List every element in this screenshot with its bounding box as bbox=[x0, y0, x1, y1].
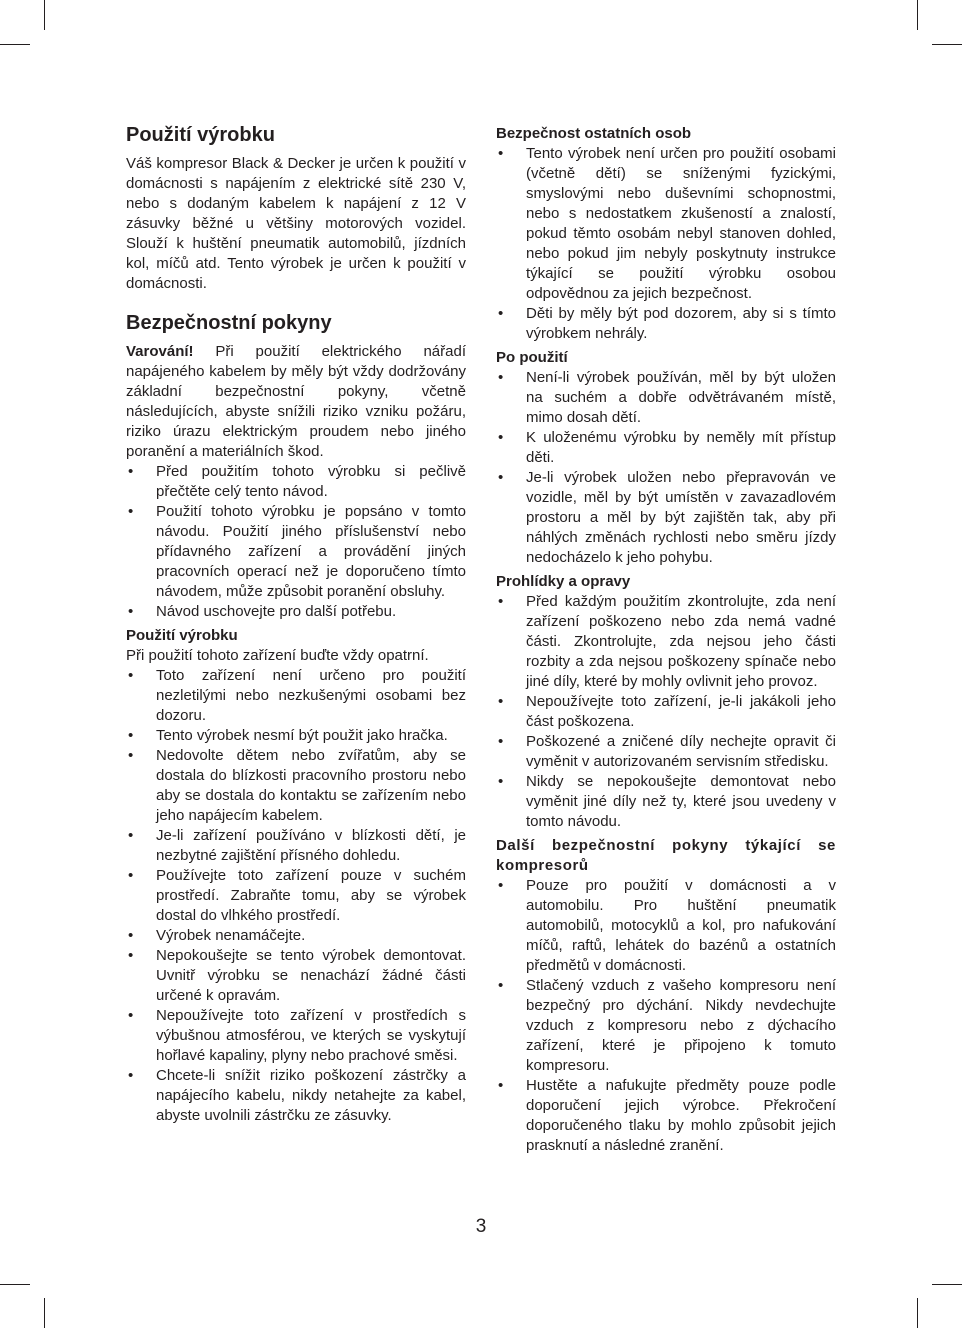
crop-mark bbox=[0, 44, 30, 45]
list-item: • Tento výrobek není určen pro použití osobami (včetně dětí) se sníženými fyzickými, smyslovými nebo duševními schopnostmi, nebo s nedostatkem zkušeností a znalostí, pokud těmto osobám nebyl stanoven dohled, nebo pokud jim nebyly poskytnuty instrukce týkající se použití výrobku osobou odpovědnou za jejich bezpečnost. bbox=[496, 144, 836, 304]
warning-paragraph bbox=[126, 342, 466, 462]
sub-intro: Při použití tohoto zařízení buďte vždy opatrní. bbox=[126, 647, 429, 664]
compressor-safety-list bbox=[496, 876, 836, 1156]
crop-mark bbox=[917, 1298, 918, 1328]
left-column bbox=[126, 122, 466, 1126]
list-item: • Nepoužívejte toto zařízení, je-li jakákoli jeho část poškozena. bbox=[496, 692, 836, 732]
warning-label: Varování! bbox=[126, 343, 194, 360]
list-item: • Hustěte a nafukujte předměty pouze podle doporučení jejich výrobce. Překročení doporučeného tlaku by mohlo způsobit jejich prasknutí a následné zranění. bbox=[496, 1076, 836, 1156]
list-item: • Pouze pro použití v domácnosti a v automobilu. Pro huštění pneumatik automobilů, motocyklů a kol, pro nafukování míčů, raftů, lehátek do bazénů a ostatních předmětů v domácnosti. bbox=[496, 876, 836, 976]
list-item: • Stlačený vzduch z vašeho kompresoru není bezpečný pro dýchání. Nikdy nevdechujte vzduch z kompresoru nebo z dýchacího zařízení, které je připojeno k tomuto kompresoru. bbox=[496, 976, 836, 1076]
list-item: • Nepokoušejte se tento výrobek demontovat. Uvnitř výrobku se nenachází žádné části určené k opravám. bbox=[126, 946, 466, 1006]
section-heading: Použití výrobku bbox=[126, 124, 275, 146]
list-item: • Nepoužívejte toto zařízení v prostředích s výbušnou atmosférou, ve kterých se vyskytují hořlavé kapaliny, plyny nebo prachové směsi. bbox=[126, 1006, 466, 1066]
subsection-heading: Bezpečnost ostatních osob bbox=[496, 125, 692, 142]
list-item: • Nedovolte dětem nebo zvířatům, aby se dostala do blízkosti pracovního prostoru nebo aby se dostala do kontaktu se zařízením nebo jeho napájecím kabelem. bbox=[126, 746, 466, 826]
list-item: • Nikdy se nepokoušejte demontovat nebo vyměnit jiné díly než ty, které jsou uvedeny v tomto návodu. bbox=[496, 772, 836, 832]
subsection-heading: Po použití bbox=[496, 349, 568, 366]
list-item: • Je-li zařízení používáno v blízkosti dětí, je nezbytné zajištění přísného dohledu. bbox=[126, 826, 466, 866]
subsection-heading: Prohlídky a opravy bbox=[496, 573, 631, 590]
list-item: • Poškozené a zničené díly nechejte opravit či vyměnit v autorizovaném servisním středisku. bbox=[496, 732, 836, 772]
list-item: • K uloženému výrobku by neměly mít přístup děti. bbox=[496, 428, 836, 468]
crop-mark bbox=[917, 0, 918, 30]
list-item: • Návod uschovejte pro další potřebu. bbox=[126, 602, 466, 622]
subsection-heading: Použití výrobku bbox=[126, 627, 238, 644]
crop-mark bbox=[932, 1284, 962, 1285]
intro-paragraph: Váš kompresor Black & Decker je určen k použití v domácnosti s napájením z elektrické sítě 230 V, nebo s dodaným kabelem k napájení z 12 V zásuvky běžné u většiny motorových vozidel. Slouží k huštění pneumatik automobilů, jízdních kol, míčů atd. Tento výrobek je určen k použití v domácnosti. bbox=[126, 155, 466, 292]
list-item: • Použití tohoto výrobku je popsáno v tomto návodu. Použití jiného příslušenství nebo přídavného zařízení a provádění jiných pracovních operací než je doporučeno tímto návodem, může způsobit poranění obsluhy. bbox=[126, 502, 466, 602]
list-item: • Tento výrobek nesmí být použit jako hračka. bbox=[126, 726, 466, 746]
usage-list bbox=[126, 666, 466, 1126]
safety-list bbox=[126, 462, 466, 622]
list-item: • Před každým použitím zkontrolujte, zda není zařízení poškozeno nebo zda nemá vadné části. Zkontrolujte, zda nejsou jeho části rozbity a zda nejsou poškozeny spínače nebo jiné díly, které by mohly ovlivnit jeho provoz. bbox=[496, 592, 836, 692]
list-item: • Chcete-li snížit riziko poškození zástrčky a napájecího kabelu, nikdy netahejte za kabel, abyste uvolnili zástrčku ze zásuvky. bbox=[126, 1066, 466, 1126]
list-item: • Děti by měly být pod dozorem, aby si s tímto výrobkem nehrály. bbox=[496, 304, 836, 344]
list-item: • Je-li výrobek uložen nebo přepravován ve vozidle, měl by být umístěn v zavazadlovém prostoru a měl by být zajištěn tak, aby při náhlých změnách rychlosti nebo směru jízdy nedocházelo k jeho pohybu. bbox=[496, 468, 836, 568]
section-heading: Bezpečnostní pokyny bbox=[126, 312, 332, 334]
list-item: • Není-li výrobek používán, měl by být uložen na suchém a dobře odvětrávaném místě, mimo dosah dětí. bbox=[496, 368, 836, 428]
right-column bbox=[496, 124, 836, 1156]
subsection-heading: Další bezpečnostní pokyny týkající se kompresorů bbox=[496, 837, 836, 874]
page-number: 3 bbox=[475, 1216, 487, 1237]
crop-mark bbox=[44, 0, 45, 30]
others-safety-list bbox=[496, 144, 836, 344]
crop-mark bbox=[932, 44, 962, 45]
list-item: • Používejte toto zařízení pouze v suchém prostředí. Zabraňte tomu, aby se výrobek dostal do vlhkého prostředí. bbox=[126, 866, 466, 926]
crop-mark bbox=[44, 1298, 45, 1328]
crop-mark bbox=[0, 1284, 30, 1285]
list-item: • Výrobek nenamáčejte. bbox=[126, 926, 466, 946]
after-use-list bbox=[496, 368, 836, 568]
warning-text: Při použití elektrického nářadí napájeného kabelem by měly být vždy dodržovány základní bezpečnostní pokyny, včetně následujících, abyste snížili riziko vzniku požáru, riziko úrazu elektrickým proudem nebo jiného poranění a materiálních škod. bbox=[126, 343, 466, 460]
inspection-list bbox=[496, 592, 836, 832]
list-item: • Před použitím tohoto výrobku si pečlivě přečtěte celý tento návod. bbox=[126, 462, 466, 502]
list-item: • Toto zařízení není určeno pro použití nezletilými nebo nezkušenými osobami bez dozoru. bbox=[126, 666, 466, 726]
